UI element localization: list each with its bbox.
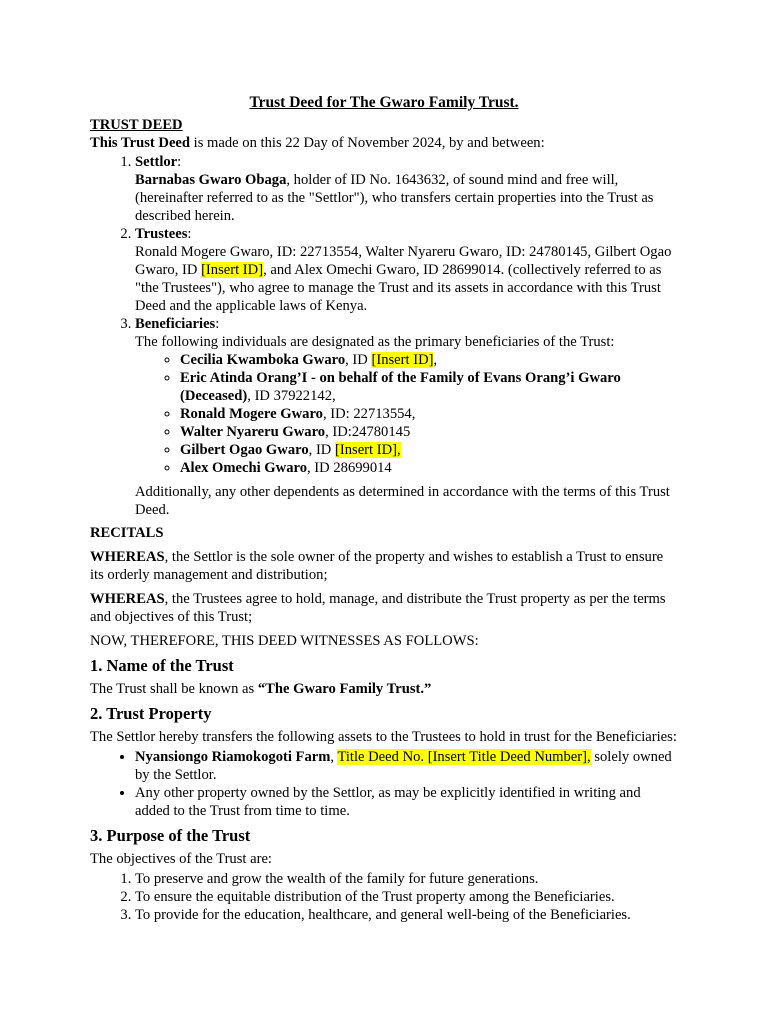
beneficiary-name: Ronald Mogere Gwaro <box>180 406 323 422</box>
trust-deed-heading <box>90 116 678 134</box>
trustees-colon: : <box>187 226 192 242</box>
beneficiary-item <box>180 369 678 405</box>
beneficiary-rest: , ID:24780145 <box>325 424 411 440</box>
trustees-label: Trustees <box>135 226 188 242</box>
section-3-heading: 3. Purpose of the Trust <box>90 826 251 845</box>
property-item <box>135 748 678 784</box>
beneficiary-rest: , ID 37922142, <box>247 388 336 404</box>
title-deed-highlight: Title Deed No. [Insert Title Deed Number], <box>337 749 591 765</box>
objectives-list <box>90 870 678 924</box>
settlor-name: Barnabas Gwaro Obaga <box>135 172 287 188</box>
whereas-text: , the Trustees agree to hold, manage, and distribute the Trust property as per the terms and objectives of this Trust; <box>90 591 666 625</box>
beneficiaries-colon: : <box>215 316 220 332</box>
beneficiaries-label: Beneficiaries <box>135 316 216 332</box>
party-settlor <box>135 153 678 225</box>
trustees-highlight: [Insert ID] <box>201 262 264 278</box>
beneficiary-item <box>180 459 678 477</box>
party-trustees <box>135 225 678 315</box>
property-sep: , <box>330 749 338 765</box>
parties-list <box>90 153 678 519</box>
party-beneficiaries <box>135 315 678 519</box>
beneficiary-name: Alex Omechi Gwaro <box>180 460 307 476</box>
beneficiary-name: Gilbert Ogao Gwaro <box>180 442 309 458</box>
trust-property-list <box>90 748 678 820</box>
beneficiary-item <box>180 441 678 459</box>
objective-item: 1. To preserve and grow the wealth of the family for future generations. <box>135 870 678 888</box>
trust-deed-heading-text: TRUST DEED <box>90 117 183 133</box>
whereas-bold: WHEREAS <box>90 549 165 565</box>
beneficiary-name: Walter Nyareru Gwaro <box>180 424 326 440</box>
intro-text: is made on this 22 Day of November 2024, by and between: <box>190 135 545 151</box>
trustees-text-a: Ronald Mogere Gwaro, ID: 22713554, Walter Nyareru Gwaro, ID: 24780145, Gilbert Ogao Gwaro, ID <box>135 244 672 278</box>
beneficiary-after: , <box>433 352 438 368</box>
beneficiary-rest: , ID <box>345 352 372 368</box>
farm-name: Nyansiongo Riamokogoti Farm <box>135 749 331 765</box>
whereas-paragraph-2 <box>90 590 678 626</box>
beneficiary-highlight: [Insert ID], <box>335 442 401 458</box>
trustees-text-b: , and Alex Omechi Gwaro, ID 28699014. (collectively referred to as "the Trustees"), who agree to manage the Trust and its assets in accordance with this Trust Deed and the applicable laws of Kenya. <box>135 262 662 314</box>
settlor-label: Settlor <box>135 154 178 170</box>
section-1-lead: The Trust shall be known as <box>90 681 258 697</box>
beneficiary-highlight: [Insert ID] <box>371 352 434 368</box>
section-1-heading: 1. Name of the Trust <box>90 656 234 675</box>
beneficiary-rest: , ID: 22713554, <box>322 406 416 422</box>
section-1-text <box>90 680 678 698</box>
beneficiary-name: Eric Atinda Orang’I - on behalf of the Family of Evans Orang’i Gwaro (Deceased) <box>180 370 621 404</box>
section-2-lead: The Settlor hereby transfers the following assets to the Trustees to hold in trust for the Beneficiaries: <box>90 729 677 745</box>
objective-item: 3. To provide for the education, healthcare, and general well-being of the Beneficiaries. <box>135 906 678 924</box>
beneficiary-name: Cecilia Kwamboka Gwaro <box>180 352 346 368</box>
property-rest: solely owned by the Settlor. <box>135 749 672 783</box>
whereas-bold: WHEREAS <box>90 591 165 607</box>
trust-name: “The Gwaro Family Trust.” <box>257 681 432 697</box>
beneficiary-item <box>180 351 678 369</box>
whereas-paragraph-1 <box>90 548 678 584</box>
now-therefore-paragraph: NOW, THEREFORE, THIS DEED WITNESSES AS FOLLOWS: <box>90 633 479 649</box>
intro-paragraph <box>90 134 678 152</box>
beneficiaries-list <box>135 351 678 477</box>
beneficiary-rest: , ID <box>308 442 335 458</box>
beneficiary-item <box>180 423 678 441</box>
beneficiaries-additional: Additionally, any other dependents as determined in accordance with the terms of this Trust Deed. <box>135 484 670 518</box>
beneficiaries-lead: The following individuals are designated as the primary beneficiaries of the Trust: <box>135 334 615 350</box>
document-title: Trust Deed for The Gwaro Family Trust. <box>249 94 519 111</box>
intro-bold: This Trust Deed <box>90 135 191 151</box>
settlor-colon: : <box>177 154 182 170</box>
section-3-lead: The objectives of the Trust are: <box>90 851 272 867</box>
beneficiary-item <box>180 405 678 423</box>
settlor-text: , holder of ID No. 1643632, of sound mind and free will, (hereinafter referred to as the "Settlor"), who transfers certain properties into the Trust as described herein. <box>135 172 654 224</box>
section-2-heading: 2. Trust Property <box>90 704 212 723</box>
beneficiary-rest: , ID 28699014 <box>307 460 392 476</box>
objective-item: 2. To ensure the equitable distribution of the Trust property among the Beneficiaries. <box>135 888 678 906</box>
whereas-text: , the Settlor is the sole owner of the property and wishes to establish a Trust to ensure its orderly management and distribution; <box>90 549 664 583</box>
recitals-heading: RECITALS <box>90 525 164 541</box>
property-item: • Any other property owned by the Settlor, as may be explicitly identified in writing and added to the Trust from time to time. <box>135 784 678 820</box>
